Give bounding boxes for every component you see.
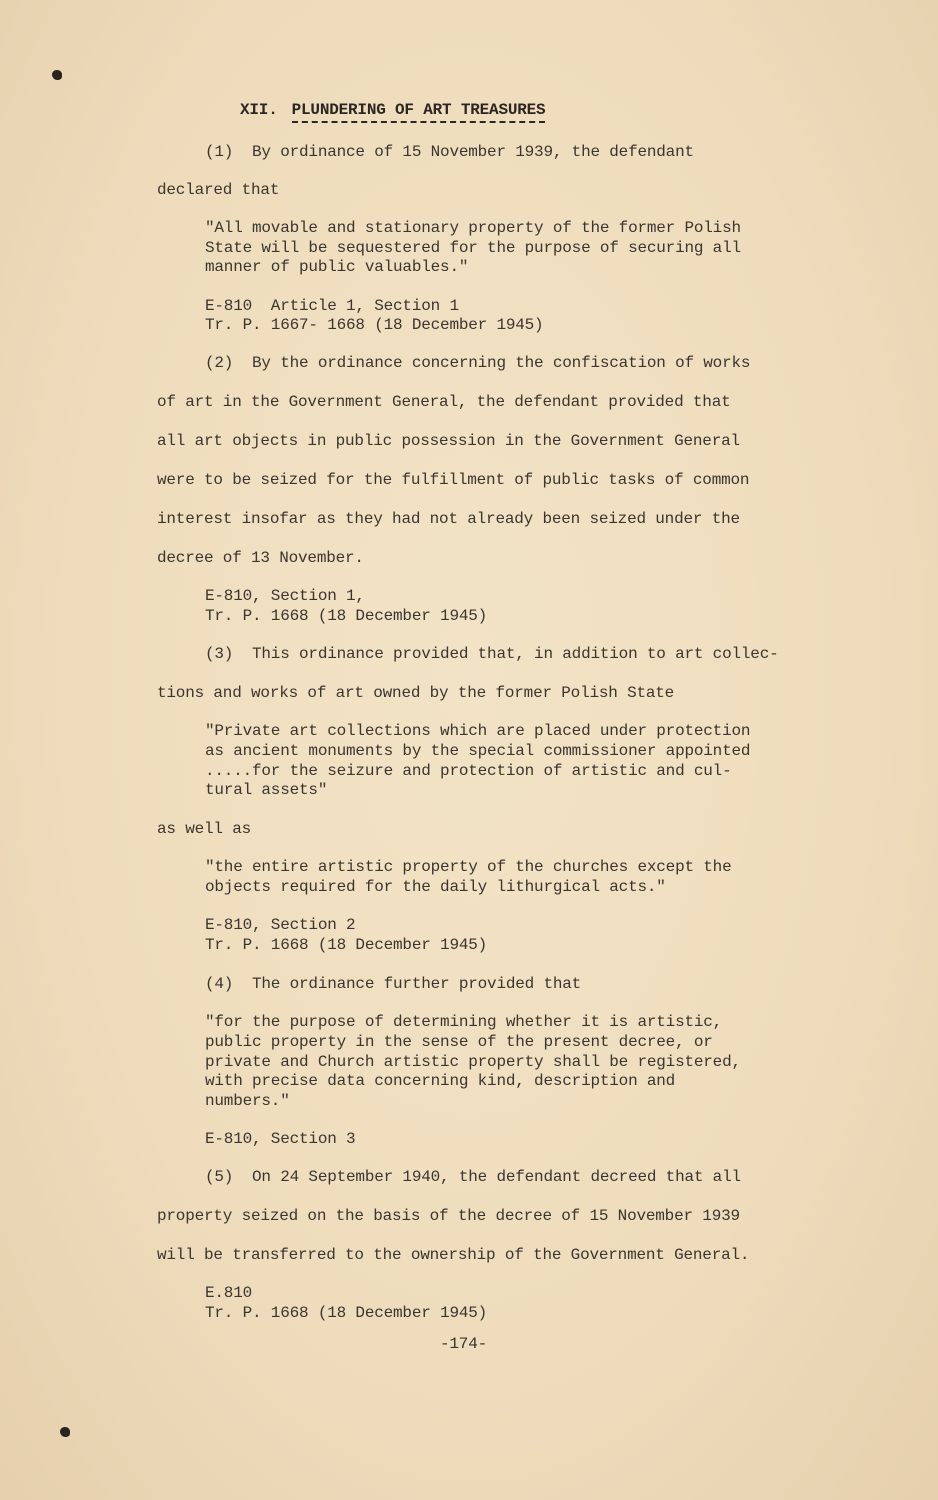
reference-line: Tr. P. 1668 (18 December 1945) [205,1304,488,1322]
quote-line: tural assets" [205,781,328,799]
quote-line: "All movable and stationary property of the former Polish [205,219,741,237]
paragraph-line: were to be seized for the fulfillment of public tasks of common [157,471,750,489]
punch-hole-mark [60,1427,70,1437]
section-number: XII. [240,101,278,119]
paragraph-line: all art objects in public possession in the Government General [157,432,740,450]
paragraph-line: (3) This ordinance provided that, in addition to art collec- [205,645,779,663]
paragraph-line: tions and works of art owned by the former Polish State [157,684,675,702]
paragraph-line: decree of 13 November. [157,549,364,567]
paragraph-line: (5) On 24 September 1940, the defendant decreed that all [205,1168,741,1186]
quote-line: "Private art collections which are placed under protection [205,722,751,740]
reference-line: Tr. P. 1667- 1668 (18 December 1945) [205,316,544,334]
quote-line: numbers." [205,1092,290,1110]
paragraph-line: of art in the Government General, the defendant provided that [157,393,731,411]
reference-line: E-810 Article 1, Section 1 [205,297,459,315]
quote-line: as ancient monuments by the special commissioner appointed [205,742,751,760]
quote-line: manner of public valuables." [205,258,469,276]
reference-line: E.810 [205,1284,253,1302]
section-heading [240,100,545,120]
paragraph-line: interest insofar as they had not already been seized under the [157,510,740,528]
punch-hole-mark [52,70,62,80]
paragraph-line: property seized on the basis of the decree of 15 November 1939 [157,1207,740,1225]
quote-line: State will be sequestered for the purpose of securing all [205,239,741,257]
paragraph-line: will be transferred to the ownership of the Government General. [157,1246,750,1264]
quote-line: private and Church artistic property shall be registered, [205,1053,741,1071]
reference-line: Tr. P. 1668 (18 December 1945) [205,607,488,625]
quote-line: "the entire artistic property of the churches except the [205,858,732,876]
page-number: -174- [440,1335,488,1353]
reference-line: Tr. P. 1668 (18 December 1945) [205,936,488,954]
paragraph-line: (4) The ordinance further provided that [205,975,582,993]
quote-line: .....for the seizure and protection of artistic and cul- [205,762,732,780]
quote-line: public property in the sense of the present decree, or [205,1033,713,1051]
section-title: PLUNDERING OF ART TREASURES [292,101,546,123]
paragraph-line: declared that [157,181,280,199]
paragraph-line: (2) By the ordinance concerning the confiscation of works [205,354,751,372]
quote-line: objects required for the daily lithurgical acts." [205,878,666,896]
quote-line: "for the purpose of determining whether it is artistic, [205,1013,723,1031]
reference-line: E-810, Section 1, [205,587,365,605]
quote-line: with precise data concerning kind, description and [205,1072,676,1090]
connector-text: as well as [157,820,252,838]
reference-line: E-810, Section 2 [205,916,356,934]
paragraph-line: (1) By ordinance of 15 November 1939, the defendant [205,143,694,161]
reference-line: E-810, Section 3 [205,1130,356,1148]
